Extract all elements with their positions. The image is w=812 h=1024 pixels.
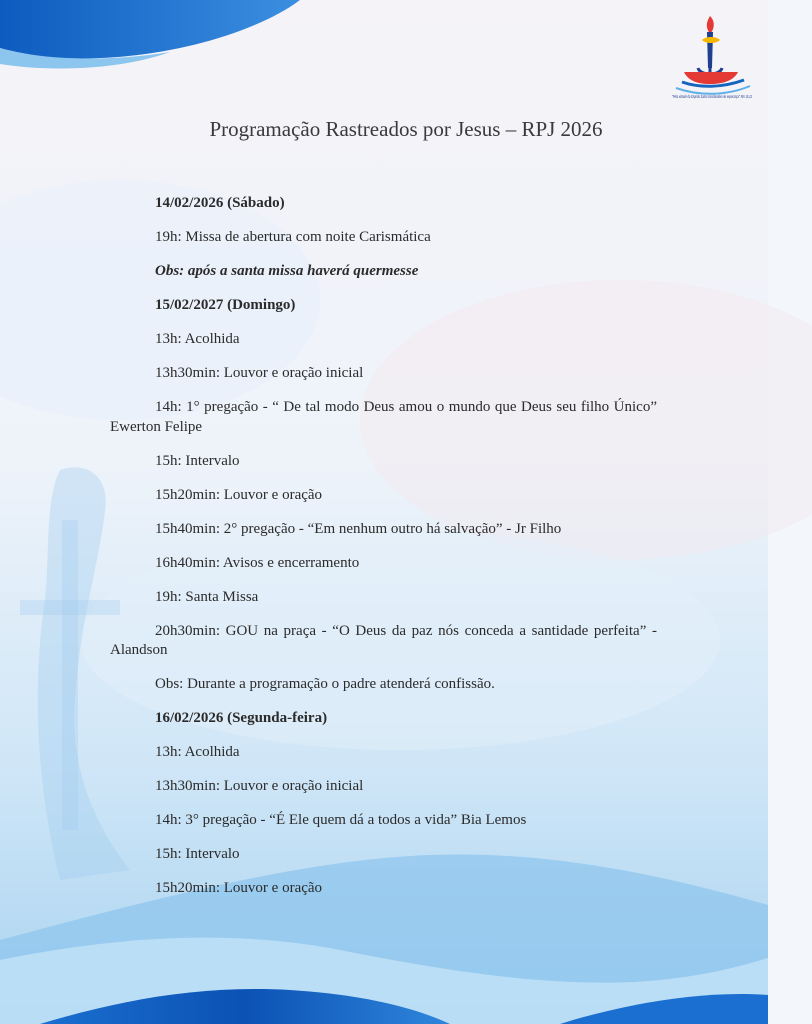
schedule-item: 13h30min: Louvor e oração inicial (155, 778, 364, 794)
schedule-note: Obs: Durante a programação o padre atenderá confissão. (155, 676, 495, 692)
schedule-item: 15h20min: Louvor e oração (155, 486, 323, 503)
schedule-item: 15h40min: 2° pregação - “Em nenhum outro há salvação” - Jr Filho (155, 520, 562, 537)
schedule-item: 14h: 3° pregação - “É Ele quem dá a todos a vida” Bia Lemos (155, 812, 527, 828)
date-heading-saturday: 14/02/2026 (Sábado) (155, 195, 285, 211)
date-heading-sunday: 15/02/2027 (Domingo) (155, 297, 296, 313)
schedule-item: 14h: 1° pregação - “ De tal modo Deus amou o mundo que Deus seu filho Único” Ewerton Felipe (110, 399, 657, 435)
schedule-item: 15h: Intervalo (155, 452, 240, 469)
schedule-item: 16h40min: Avisos e encerramento (155, 554, 360, 571)
schedule-item: 15h20min: Louvor e oração (155, 880, 323, 896)
schedule-item: 13h: Acolhida (155, 744, 240, 760)
rpj-logo (664, 10, 760, 110)
schedule-item: 20h30min: GOU na praça - “O Deus da paz nós conceda a santidade perfeita” - Alandson (110, 622, 657, 658)
schedule-item: 13h: Acolhida (155, 331, 240, 347)
schedule-note: Obs: após a santa missa haverá quermesse (155, 263, 419, 279)
date-heading-monday: 16/02/2026 (Segunda-feira) (155, 710, 328, 726)
schedule-item: 15h: Intervalo (155, 846, 240, 862)
page-title: Programação Rastreados por Jesus – RPJ 2026 (209, 117, 603, 141)
schedule-item: 19h: Missa de abertura com noite Carismática (155, 229, 431, 245)
schedule-item: 13h30min: Louvor e oração inicial (155, 365, 364, 381)
schedule-item: 19h: Santa Missa (155, 588, 259, 605)
schedule-list (110, 194, 657, 913)
logo-tagline: "Pela virtude do Espírito Santo transbordeis de esperança" Rm 15,13 (672, 94, 753, 99)
